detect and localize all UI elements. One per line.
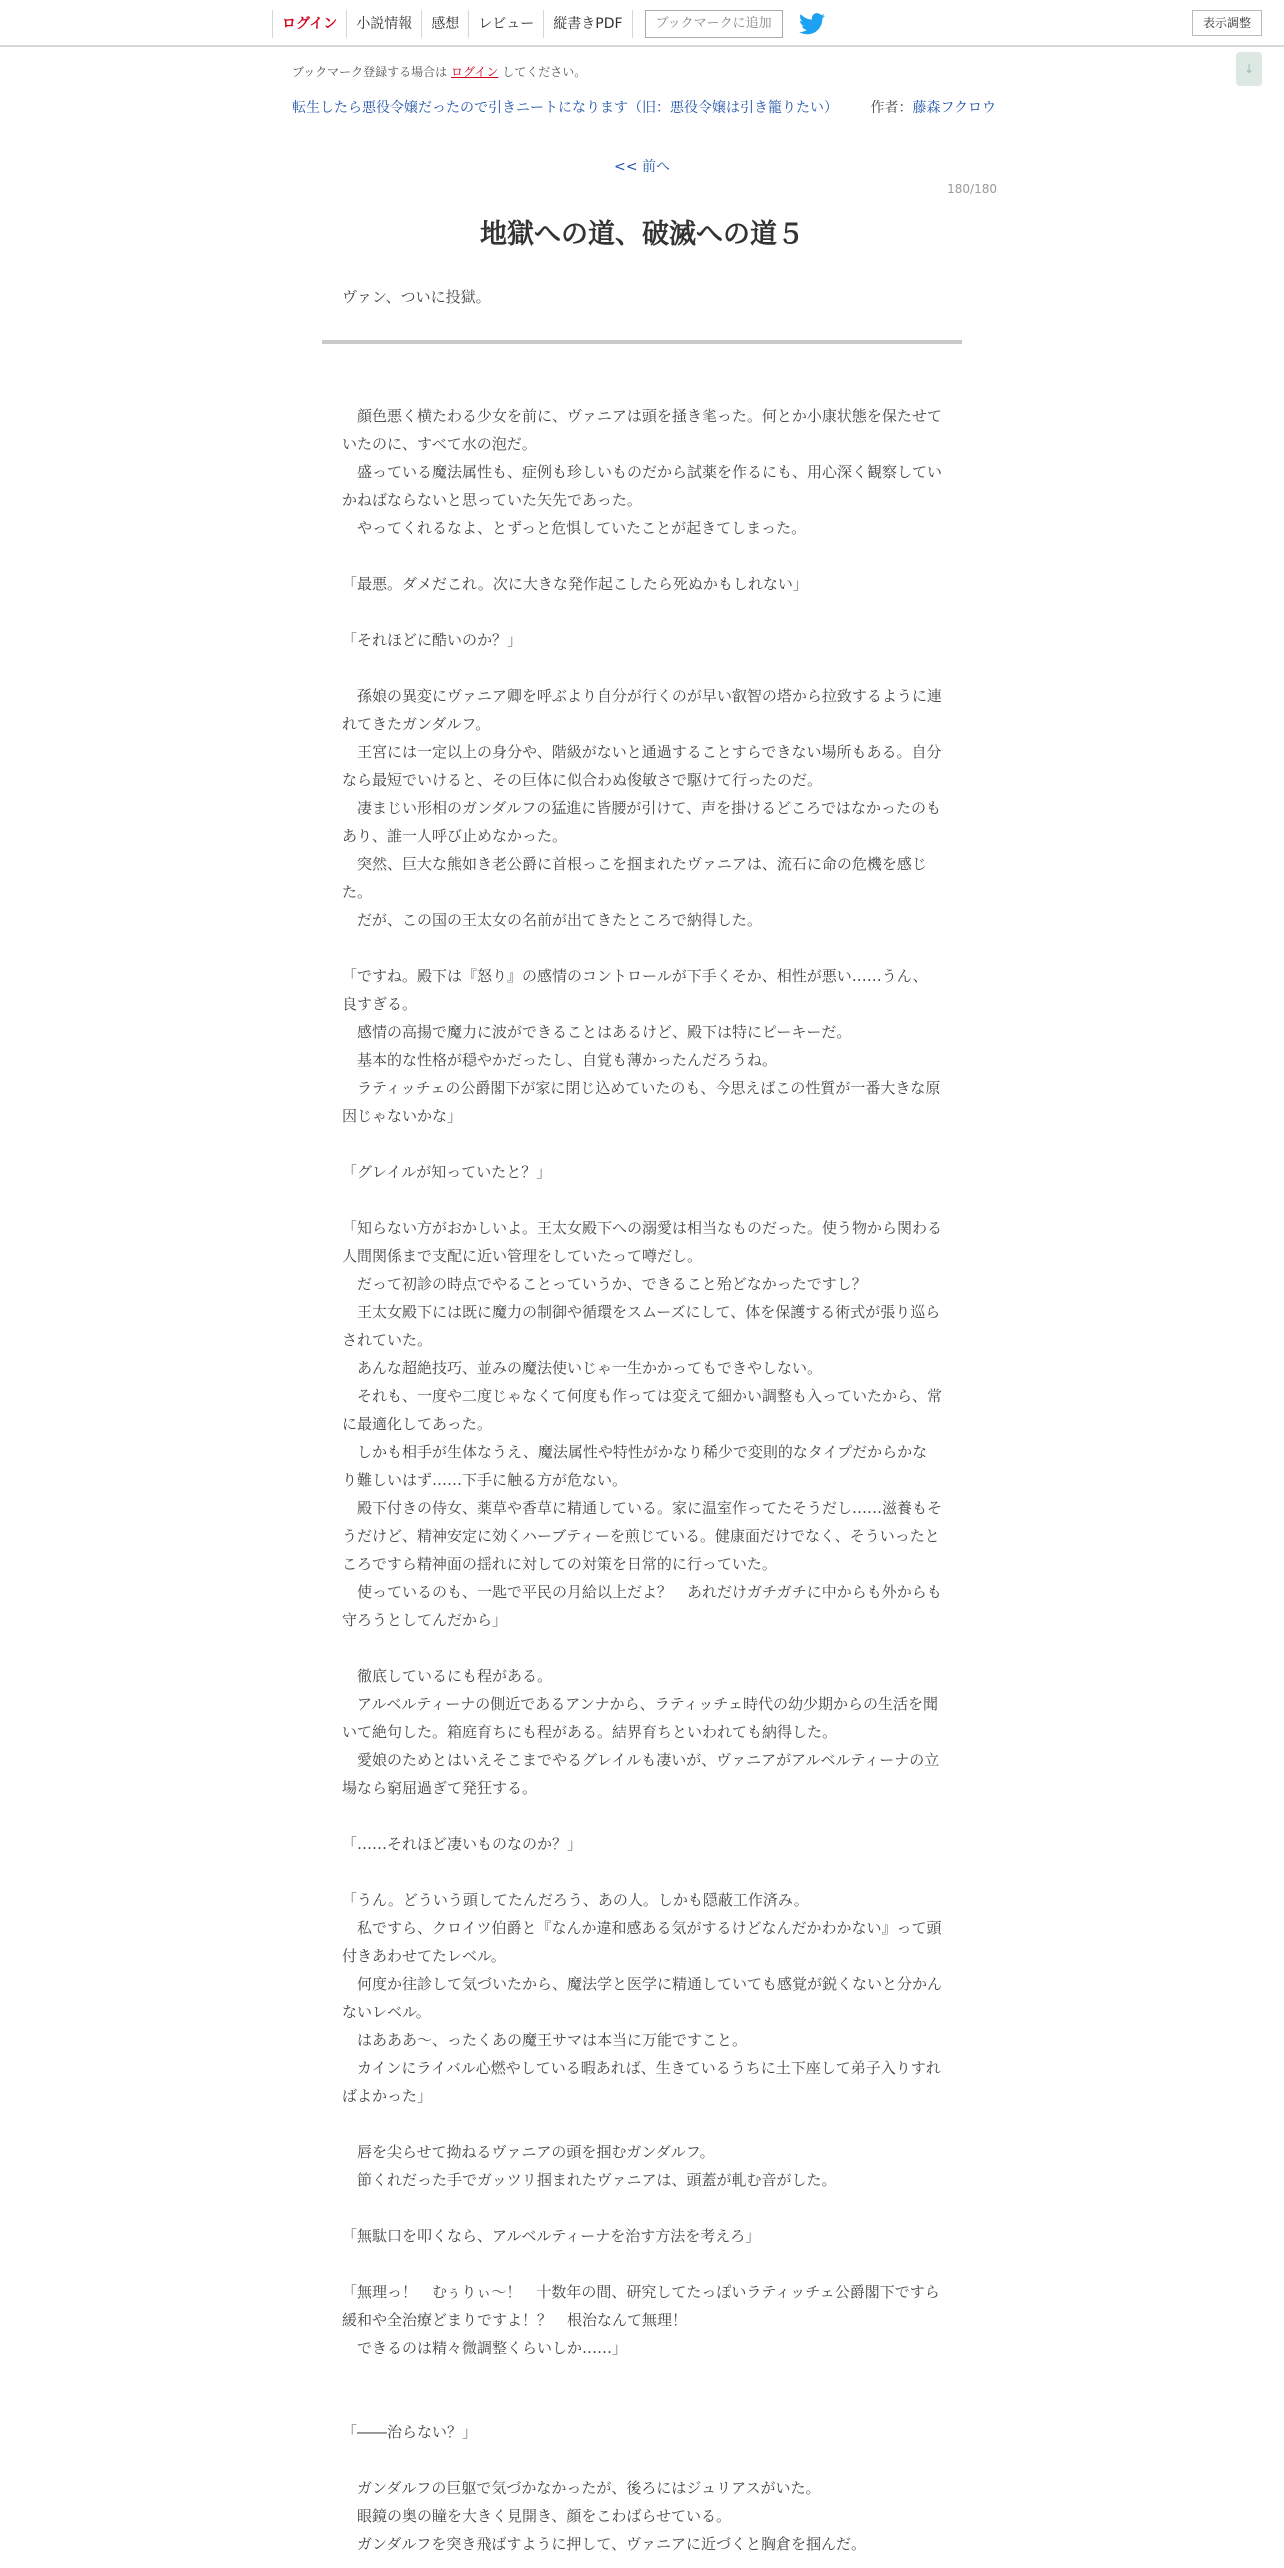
body-paragraph: 何度か往診して気づいたから、魔法学と医学に精通していても感覚が鋭くないと分かんないレベル。 xyxy=(342,1975,943,2021)
body-paragraph xyxy=(342,1186,942,1214)
nav-novel-info[interactable]: 小説情報 xyxy=(346,10,421,38)
series-info xyxy=(292,97,996,117)
body-paragraph: 突然、巨大な熊如き老公爵に首根っこを掴まれたヴァニアは、流石に命の危機を感じた。 xyxy=(342,855,927,901)
body-paragraph xyxy=(342,1858,942,1886)
body-paragraph: それも、一度や二度じゃなくて何度も作っては変えて細かい調整も入っていたから、常に最適化してあった。 xyxy=(342,1387,943,1433)
preface-divider xyxy=(322,340,962,344)
body-paragraph: 「無駄口を叩くなら、アルベルティーナを治す方法を考えろ」 xyxy=(342,2227,761,2245)
body-paragraph: やってくれるなよ、とずっと危惧していたことが起きてしまった。 xyxy=(342,519,807,537)
body-paragraph: 王太女殿下には既に魔力の制御や循環をスムーズにして、体を保護する術式が張り巡らされていた。 xyxy=(342,1303,941,1349)
notice-login-link[interactable]: ログイン xyxy=(451,65,499,79)
body-paragraph xyxy=(342,2110,942,2138)
scroll-down-icon[interactable]: ↓ xyxy=(1236,52,1262,86)
body-paragraph: 「無理っ！ むぅりぃ～！ 十数年の間、研究してたっぽいラティッチェ公爵閣下ですら緩和や全治療どまりですよ！？ 根治なんて無理！ xyxy=(342,2283,940,2329)
nav-login[interactable]: ログイン xyxy=(272,10,346,38)
body-paragraph: 「知らない方がおかしいよ。王太女殿下への溺愛は相当なものだった。使う物から関わる人間関係まで支配に近い管理をしていたって噂だし。 xyxy=(342,1219,943,1265)
body-paragraph: 節くれだった手でガッツリ掴まれたヴァニアは、頭蓋が軋む音がした。 xyxy=(342,2171,837,2189)
body-paragraph: 使っているのも、一匙で平民の月給以上だよ？ あれだけガチガチに中からも外からも守ろうとしてんだから」 xyxy=(342,1583,942,1629)
body-paragraph: 「グレイルが知っていたと？」 xyxy=(342,1163,552,1181)
body-paragraph xyxy=(342,1130,942,1158)
series-title-link[interactable]: 転生したら悪役令嬢だったので引きニートになります（旧：悪役令嬢は引き籠りたい） xyxy=(292,100,838,116)
add-bookmark-button[interactable]: ブックマークに追加 xyxy=(645,10,783,38)
top-navigation-bar xyxy=(0,0,1284,47)
body-paragraph: 感情の高揚で魔力に波ができることはあるけど、殿下は特にピーキーだ。 xyxy=(342,1023,852,1041)
body-paragraph xyxy=(342,934,942,962)
body-paragraph: はあああ～、ったくあの魔王サマは本当に万能ですこと。 xyxy=(342,2031,748,2049)
body-paragraph xyxy=(342,2446,942,2474)
body-paragraph: ガンダルフを突き飛ばすように押して、ヴァニアに近づくと胸倉を掴んだ。 xyxy=(342,2535,866,2553)
chapter-title: 地獄への道、破滅への道５ xyxy=(480,219,804,250)
bookmark-login-notice xyxy=(292,63,586,80)
body-paragraph: 基本的な性格が穏やかだったし、自覚も薄かったんだろうね。 xyxy=(342,1051,778,1069)
nav-review[interactable]: レビュー xyxy=(468,10,543,38)
body-paragraph: 凄まじい形相のガンダルフの猛進に皆腰が引けて、声を掛けるどころではなかったのもあり、誰一人呼び止めなかった。 xyxy=(342,799,941,845)
notice-prefix: ブックマーク登録する場合は xyxy=(292,65,448,79)
body-paragraph xyxy=(342,598,942,626)
body-paragraph xyxy=(342,654,942,682)
body-paragraph xyxy=(342,542,942,570)
body-paragraph: 私ですら、クロイツ伯爵と『なんか違和感ある気がするけどなんだかわかない』って頭付きあわせてたレベル。 xyxy=(342,1919,942,1965)
body-paragraph: 孫娘の異変にヴァニア卿を呼ぶより自分が行くのが早い叡智の塔から拉致するように連れてきたガンダルフ。 xyxy=(342,687,942,733)
author-link[interactable]: 藤森フクロウ xyxy=(912,100,997,116)
body-paragraph: 「うん。どういう頭してたんだろう、あの人。しかも隠蔽工作済み。 xyxy=(342,1891,809,1909)
body-paragraph: 顔色悪く横たわる少女を前に、ヴァニアは頭を掻き毟った。何とか小康状態を保たせていたのに、すべて水の泡だ。 xyxy=(342,407,942,453)
body-paragraph: できるのは精々微調整くらいしか……」 xyxy=(342,2339,628,2357)
body-paragraph xyxy=(342,2194,942,2222)
body-paragraph xyxy=(342,2250,942,2278)
author-line xyxy=(870,100,996,116)
chapter-body xyxy=(342,402,942,2558)
body-paragraph: 盛っている魔法属性も、症例も珍しいものだから試薬を作るにも、用心深く観察していかねばならないと思っていた矢先であった。 xyxy=(342,463,943,509)
body-paragraph: しかも相手が生体なうえ、魔法属性や特性がかなり稀少で変則的なタイプだからかなり難しいはず……下手に触る方が危ない。 xyxy=(342,1443,928,1489)
body-paragraph: 王宮には一定以上の身分や、階級がないと通過することすらできない場所もある。自分なら最短でいけると、その巨体に似合わぬ俊敏さで駆けて行ったのだ。 xyxy=(342,743,942,789)
body-paragraph: だって初診の時点でやることっていうか、できること殆どなかったですし？ xyxy=(342,1275,867,1293)
prev-chapter-link[interactable]: << 前へ xyxy=(614,159,670,175)
body-paragraph xyxy=(342,1634,942,1662)
body-paragraph: 「それほどに酷いのか？」 xyxy=(342,631,523,649)
body-paragraph: 「ですね。殿下は『怒り』の感情のコントロールが下手くそか、相性が悪い……うん、良すぎる。 xyxy=(342,967,928,1013)
page-counter: 180/180 xyxy=(947,182,997,196)
body-paragraph: 愛娘のためとはいえそこまでやるグレイルも凄いが、ヴァニアがアルベルティーナの立場なら窮屈過ぎて発狂する。 xyxy=(342,1751,940,1797)
display-settings-button[interactable]: 表示調整 xyxy=(1192,10,1262,36)
body-paragraph: 眼鏡の奥の瞳を大きく見開き、顔をこわばらせている。 xyxy=(342,2507,731,2525)
notice-suffix: してください。 xyxy=(502,65,587,79)
body-paragraph: 「最悪。ダメだこれ。次に大きな発作起こしたら死ぬかもしれない」 xyxy=(342,575,808,593)
body-paragraph: 殿下付きの侍女、薬草や香草に精通している。家に温室作ってたそうだし……滋養もそうだけど、精神安定に効くハーブティーを煎じている。健康面だけでなく、そういったところですら精神面の揺れに対しての対策を日常的に行っていた。 xyxy=(342,1499,943,1573)
body-paragraph: 徹底しているにも程がある。 xyxy=(342,1667,553,1685)
body-paragraph xyxy=(342,2362,942,2390)
nav-vertical-pdf[interactable]: 縦書きPDF xyxy=(543,10,632,38)
body-paragraph: 「……それほど凄いものなのか？」 xyxy=(342,1835,583,1853)
twitter-icon[interactable] xyxy=(799,13,825,35)
body-paragraph: だが、この国の王太女の名前が出てきたところで納得した。 xyxy=(342,911,762,929)
body-paragraph: カインにライバル心燃やしている暇あれば、生きているうちに土下座して弟子入りすればよかった」 xyxy=(342,2059,941,2105)
nav-impressions[interactable]: 感想 xyxy=(421,10,468,38)
body-paragraph: アルベルティーナの側近であるアンナから、ラティッチェ時代の幼少期からの生活を聞いて絶句した。箱庭育ちにも程がある。結界育ちといわれても納得した。 xyxy=(342,1695,938,1741)
author-label: 作者： xyxy=(870,100,913,116)
body-paragraph: ラティッチェの公爵閣下が家に閉じ込めていたのも、今思えばこの性質が一番大きな原因じゃないかな」 xyxy=(342,1079,941,1125)
main-nav xyxy=(272,10,825,38)
body-paragraph: 「――治らない？」 xyxy=(342,2423,478,2441)
body-paragraph: ガンダルフの巨躯で気づかなかったが、後ろにはジュリアスがいた。 xyxy=(342,2479,821,2497)
body-paragraph: あんな超絶技巧、並みの魔法使いじゃ一生かかってもできやしない。 xyxy=(342,1359,823,1377)
body-paragraph xyxy=(342,1802,942,1830)
chapter-preface: ヴァン、ついに投獄。 xyxy=(342,288,491,306)
body-paragraph xyxy=(342,2390,942,2418)
body-paragraph: 唇を尖らせて拗ねるヴァニアの頭を掴むガンダルフ。 xyxy=(342,2143,715,2161)
